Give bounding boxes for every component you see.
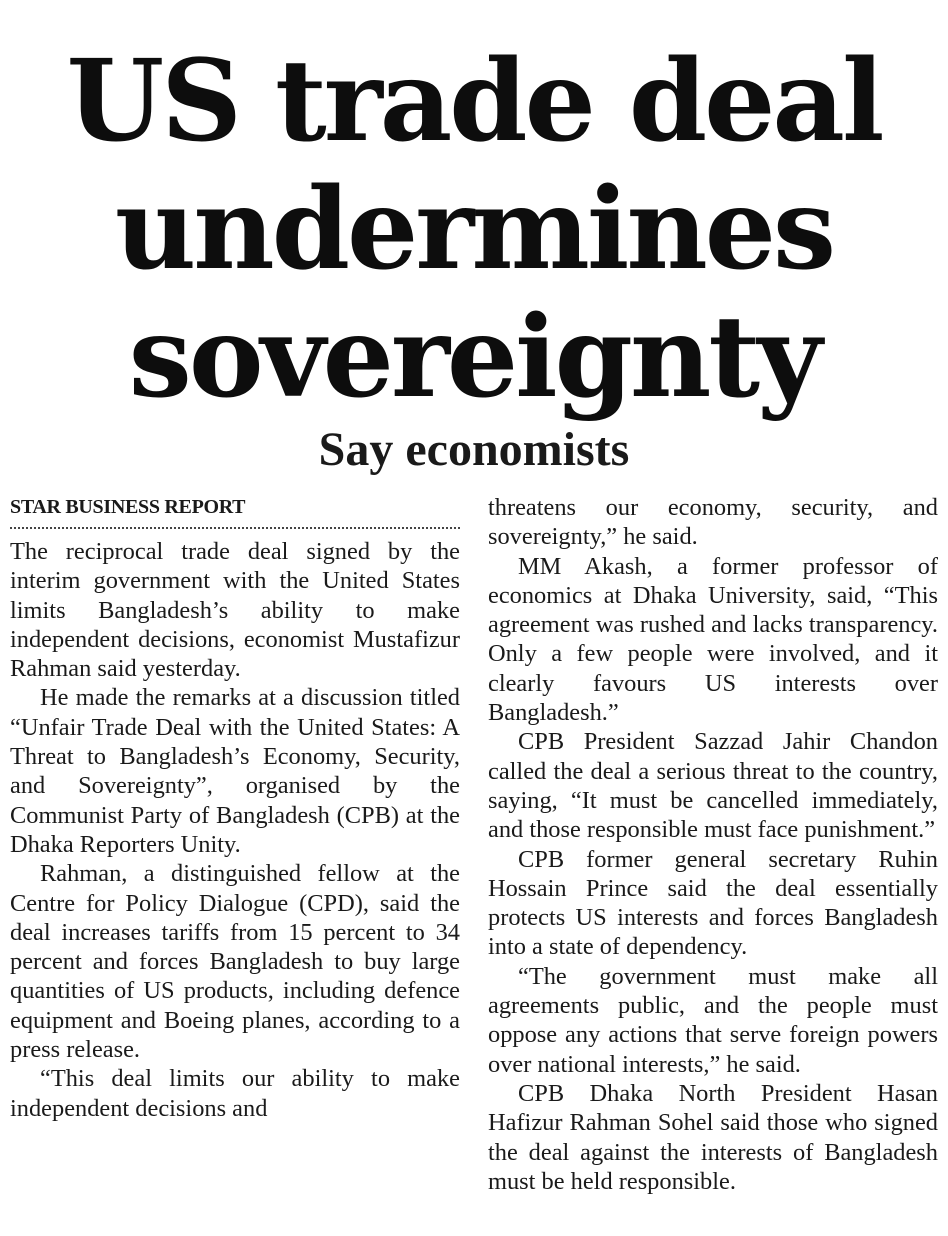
headline-line-3: sovereignty (128, 292, 820, 423)
paragraph: CPB Dhaka North President Hasan Hafizur Rahman Sohel said those who signed the deal against the interests of Bangladesh must be held responsible. (488, 1079, 938, 1195)
paragraph: He made the remarks at a discussion titled “Unfair Trade Deal with the United States: A Threat to Bangladesh’s Economy, Security, and Sovereignty”, organised by the Communist Party of Bangladesh (CPB) at the Dhaka Reporters Unity. (10, 684, 460, 858)
headline-line-2: undermines (114, 164, 834, 295)
subheadline: Say economists (318, 423, 630, 476)
paragraph: The reciprocal trade deal signed by the interim government with the United States limits Bangladesh’s ability to make independent decisions, economist Mustafizur Rahman said yesterday. (10, 538, 460, 683)
headline (0, 38, 948, 422)
paragraph: “This deal limits our ability to make independent decisions and (10, 1065, 460, 1122)
article-column-left (10, 493, 460, 1123)
article-column-right (488, 493, 938, 1196)
byline: STAR BUSINESS REPORT (10, 493, 460, 529)
paragraph: CPB President Sazzad Jahir Chandon called the deal a serious threat to the country, saying, “It must be cancelled immediately, and those responsible must face punishment.” (488, 728, 938, 844)
headline-line-1: US trade deal (66, 36, 882, 167)
paragraph: MM Akash, a former professor of economics at Dhaka University, said, “This agreement was rushed and lacks transparency. Only a few people were involved, and it clearly favours US interests over Bangladesh.” (488, 552, 938, 727)
paragraph: “The government must make all agreements public, and the people must oppose any actions that serve foreign powers over national interests,” he said. (488, 962, 938, 1078)
paragraph: CPB former general secretary Ruhin Hossain Prince said the deal essentially protects US interests and forces Bangladesh into a state of dependency. (488, 845, 938, 961)
paragraph: Rahman, a distinguished fellow at the Centre for Policy Dialogue (CPD), said the deal increases tariffs from 15 percent to 34 percent and forces Bangladesh to buy large quantities of US products, including defence equipment and Boeing planes, according to a press release. (10, 860, 460, 1064)
paragraph: threatens our economy, security, and sovereignty,” he said. (488, 494, 938, 551)
